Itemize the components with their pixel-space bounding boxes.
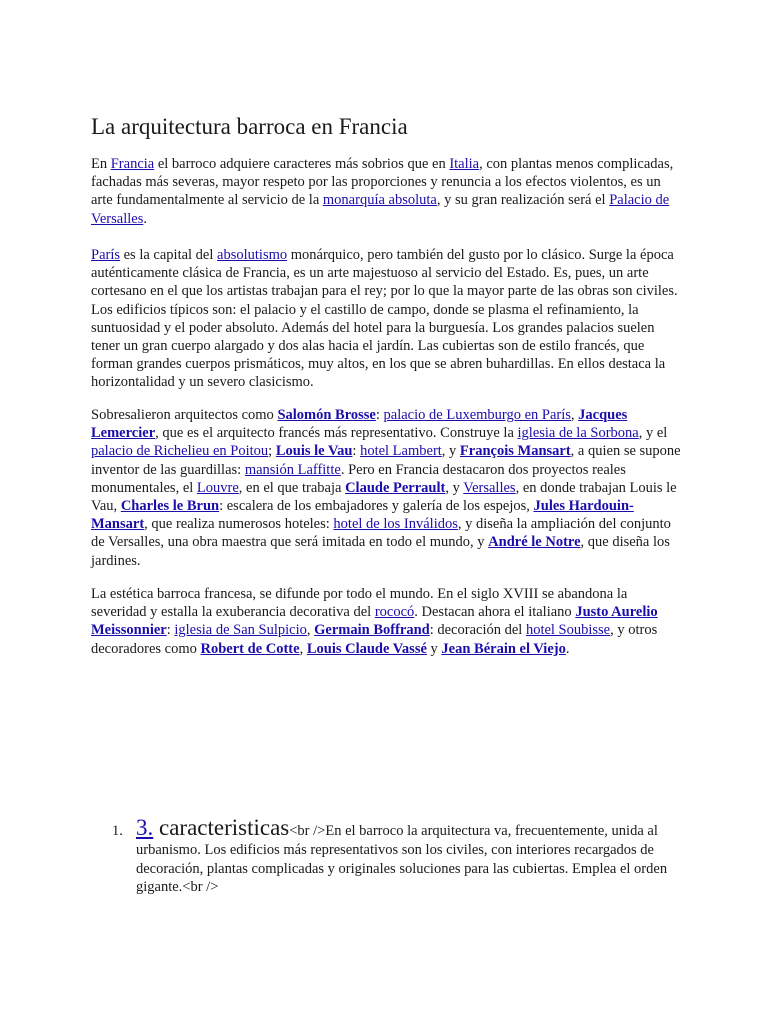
inline-link[interactable]: Salomón Brosse [277,407,376,423]
list-item [136,816,681,897]
inline-link[interactable]: Jules Hardouin-Mansart [91,498,634,533]
page-title: La arquitectura barroca en Francia [91,114,408,139]
inline-link[interactable]: Louvre [196,479,239,496]
text-run: , que es el arquitecto francés más representativo. Construye la [155,425,518,442]
inline-link[interactable]: rococó [374,604,415,621]
list-heading: caracteristicas [153,815,290,840]
inline-link[interactable]: Claude Perrault [345,479,446,496]
paragraph-intro [91,155,681,228]
text-run: : [166,622,175,639]
text-run: , que diseña los jardines. [91,534,670,569]
inline-link[interactable]: Justo Aurelio Meissonnier [91,604,658,639]
text-run: En [91,156,111,172]
text-run: , y su gran realización será el [436,192,610,209]
text-run: , y [441,443,460,460]
paragraph-architects [91,406,681,570]
text-run: , en el que trabaja [238,479,346,496]
inline-link[interactable]: André le Notre [488,534,581,551]
text-run: , [299,640,307,657]
text-run: : decoración del [429,622,526,639]
inline-link[interactable]: François Mansart [459,443,571,460]
inline-link[interactable]: hotel Lambert [360,443,442,460]
text-run: , en donde trabajan Louis le Vau, [91,479,677,515]
inline-link[interactable]: París [91,247,120,263]
paragraph-rococo [91,585,681,658]
text-run: , con plantas menos complicadas, fachadas más severas, mayor respeto por las proporciones y renuncia a los efectos violentos, es un arte fundamentalmente al servicio de la [91,156,674,209]
text-run: , y el [638,425,668,442]
inline-link[interactable]: Italia [449,156,480,172]
inline-link[interactable]: iglesia de San Sulpicio [174,622,307,639]
text-run: . Destacan ahora el italiano [414,604,576,621]
inline-link[interactable]: Charles le Brun [120,498,220,515]
text-run: La estética barroca francesa, se difunde por todo el mundo. En el siglo XVIII se abandona la severidad y estalla la exuberancia decorativa del [91,586,628,621]
list-number-link[interactable]: 3. [136,815,154,840]
inline-link[interactable]: iglesia de la Sorbona [517,425,639,442]
list-marker: 1. [112,823,123,839]
text-run: . Pero en Francia destacaron dos proyectos reales monumentales, el [91,461,626,496]
inline-link[interactable]: Jean Bérain el Viejo [441,640,566,657]
inline-link[interactable]: Robert de Cotte [200,640,300,657]
text-run: monárquico, pero también del gusto por lo clásico. Surge la época auténticamente clásica de Francia, es un arte majestuoso al servicio del Estado. Es, pues, un arte cortesano en el que los artistas trabajan para el rey; por lo que la mayor parte de las obras son civiles. Los edificios típicos son: el palacio y el castillo de campo, donde se plasma el refinamiento, la suntuosidad y el poder absoluto. Además del hotel para la burguesía. Los grandes palacios suelen tener un gran cuerpo alargado y dos alas hacia el jardín. Las cubiertas son de estilo francés, que forman grandes cuerpos prismáticos, muy altos, en los que se abren buhardillas. En ellos destaca la horizontalidad y un severo clasicismo. [91,247,678,391]
inline-link[interactable]: hotel de los Inválidos [333,516,458,533]
inline-link[interactable]: Palacio de Versalles [91,192,670,227]
inline-link[interactable]: Germain Boffrand [314,622,430,639]
inline-link[interactable]: hotel Soubisse [525,622,611,639]
text-run: Sobresalieron arquitectos como [91,407,278,423]
inline-link[interactable]: Louis le Vau [275,443,353,460]
text-run: . [143,210,147,227]
inline-link[interactable]: absolutismo [217,247,288,263]
inline-link[interactable]: monarquía absoluta [322,192,437,209]
text-run: : escalera de los embajadores y galería de los espejos, [219,498,534,515]
text-run: y [426,640,442,657]
text-run: : [352,443,361,460]
text-run: ; [268,443,276,460]
text-run: es la capital del [120,247,218,263]
text-run: : [375,407,384,423]
inline-link[interactable]: Louis Claude Vassé [306,640,427,657]
list-text: <br />En el barroco la arquitectura va, frecuentemente, unida al urbanismo. Los edificios más representativos son los civiles, con interiores recargados de decoración, plantas complicadas y originales soluciones para las cubiertas. Emplea el orden gigante.<br /> [136,823,668,896]
inline-link[interactable]: palacio de Luxemburgo en París [383,407,571,423]
text-run: , y otros decoradores como [91,622,658,657]
inline-link[interactable]: palacio de Richelieu en Poitou [91,443,269,460]
inline-link[interactable]: Francia [110,156,155,172]
text-run: , [306,622,315,639]
inline-link[interactable]: Jacques Lemercier [91,407,628,442]
text-run: , y [445,479,464,496]
text-run: , y diseña la ampliación del conjunto de Versalles, una obra maestra que será imitada en todo el mundo, y [91,516,671,551]
paragraph-paris [91,246,681,392]
text-run: el barroco adquiere caracteres más sobrios que en [154,156,450,172]
inline-link[interactable]: mansión Laffitte [244,461,341,478]
text-run: . [565,640,570,657]
text-run: , [570,407,579,423]
text-run: , que realiza numerosos hoteles: [144,516,334,533]
inline-link[interactable]: Versalles [463,479,516,496]
text-run: , a quien se supone inventor de las guardillas: [91,443,681,478]
